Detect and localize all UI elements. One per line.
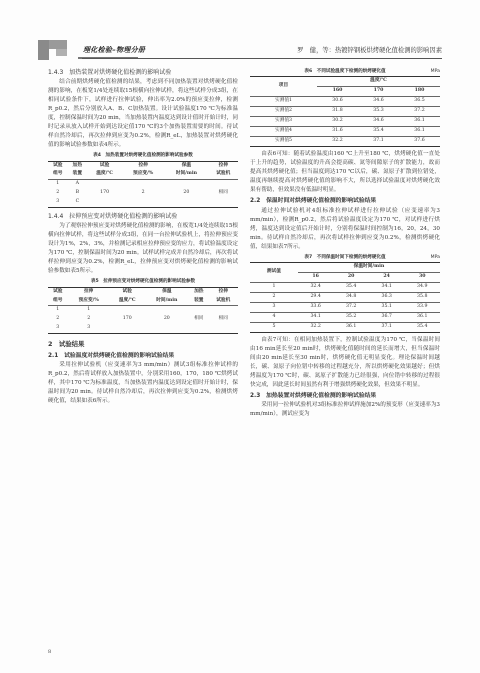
table-row <box>48 306 238 315</box>
section-2-2-paragraph: 通过拉伸试验机对4组标准拉伸试样进行拉伸试验（应变速率为3 mm/min），检测R_p0.2，然后将试验温度设定为170 ℃，对试样进行烘烤，温度达到设定值后开始计时，分别将保温时间控制为16，20，24，30 min。待试样自然冷却后，再次将试样拉伸到应变为0.2%，检测烘烤硬化值，结果如表7所示。 <box>250 207 440 250</box>
table-row <box>48 198 238 207</box>
table-cell: 35.4 <box>404 322 440 332</box>
table-cell: 35.4 <box>333 283 369 293</box>
table-row <box>250 312 440 322</box>
table-row <box>250 322 440 332</box>
table7-discussion: 由表7可知：在相同加热装置下，控制试验温度为170 ℃，当保温时间由16 min延长至20 min时，烘烤硬化值随时间的延长而增大，但当保温时间由20 min延长至30 min时，烘烤硬化值无明显变化。理论保温时间越长，碳、氮原子向位错中转移的过程越充分，所以烘烤硬化效果越好；但烘烤温度为170 ℃时，碳、氮原子扩散能力已经很强，向位错中转移的过程很快完成，因此延长时间虽然有利于增强烘烤硬化效果，但效果不明显。 <box>250 336 440 388</box>
table-cell: 170 <box>100 190 110 196</box>
table6 <box>250 76 440 146</box>
table-cell: 实测值4 <box>250 127 317 137</box>
table-cell <box>87 198 122 207</box>
table6-caption-text: 表6 不同试验温度下检测的烘烤硬化值 <box>304 69 386 74</box>
table-cell <box>209 198 238 207</box>
table-cell: 35.3 <box>358 107 399 117</box>
table-span-header: 保温时间/min <box>298 263 440 273</box>
table-header-cell: 拉伸 预应变/% <box>68 287 110 306</box>
table-cell <box>164 198 208 207</box>
table6-caption <box>250 68 440 75</box>
table7-caption <box>250 254 440 261</box>
table-header-cell: 加热 装置 <box>68 161 88 180</box>
table-cell: 36.1 <box>399 117 440 127</box>
table-cell: 37.6 <box>399 136 440 146</box>
table-row <box>48 324 238 333</box>
table-cell: 37.1 <box>369 322 405 332</box>
left-column <box>48 68 238 406</box>
table-cell: 3 <box>48 324 68 333</box>
table-row <box>250 107 440 117</box>
table-header-cell: 16 <box>298 273 334 283</box>
table-cell: 33.6 <box>298 302 334 312</box>
table-cell: 实测值5 <box>250 136 317 146</box>
table-cell: 34.9 <box>404 283 440 293</box>
table-cell: 34.8 <box>333 292 369 302</box>
table-cell: 5 <box>250 322 298 332</box>
section-2-1-heading: 2.1 试验温度对烘烤硬化值检测的影响试验结果 <box>48 352 175 359</box>
table-header-cell: 24 <box>369 273 405 283</box>
table7-caption-text: 表7 不同保温时间下检测的烘烤硬化值 <box>304 254 386 260</box>
table-cell: 1 <box>56 307 60 313</box>
table-header-cell: 180 <box>399 87 440 97</box>
table-cell: 3 <box>250 302 298 312</box>
table6-unit: MPa <box>430 69 440 74</box>
table-cell: 2 <box>141 190 145 196</box>
table-cell: 相同 <box>218 316 228 322</box>
table-cell: 2 <box>250 292 298 302</box>
table-cell <box>209 324 238 333</box>
table-cell: 实测值3 <box>250 117 317 127</box>
table5 <box>48 287 238 335</box>
table6-discussion: 由表6可知：随着试验温度由160 ℃上升至180 ℃，烘烤硬化值一直处于上升的趋势，试验温度的升高会提高碳、氮等间隙原子的扩散能力，故而提高其烘烤硬化值；但当温度到达170 ℃以后，碳、氮原子扩散到位错处，温度再继续提高对烘烤硬化值的影响不大，所以选择试验温度对烘烤硬化效果有帮助，但效果没有低温时明显。 <box>250 150 440 194</box>
table-cell: 34.1 <box>298 312 334 322</box>
table-cell: 32.2 <box>298 322 334 332</box>
table-cell: 1 <box>56 181 60 187</box>
table-row <box>250 302 440 312</box>
table-cell: 37.1 <box>358 136 399 146</box>
table-header-cell: 试验 组号 <box>48 161 68 180</box>
header-rule <box>82 58 442 59</box>
table-header-cell: 20 <box>333 273 369 283</box>
table-cell: 35.2 <box>333 312 369 322</box>
table-header-cell: 拉伸 预应变/% <box>122 161 164 180</box>
table5-caption: 表5 拉伸预应变对烘烤硬化值检测的影响试验参数 <box>90 279 196 285</box>
table-cell: 34.6 <box>358 117 399 127</box>
page-number: 8 <box>48 649 52 655</box>
section-2-2-heading: 2.2 保温时间对烘烤硬化值检测的影响试验结果 <box>250 198 377 205</box>
table-header-cell: 拉伸 试验机 <box>209 287 238 306</box>
table-cell: 34.6 <box>358 97 399 107</box>
section-2-3-heading: 2.3 加热装置对烘烤硬化值检测的影响试验结果 <box>250 392 377 399</box>
table-cell: A <box>75 181 80 187</box>
table-cell: 实测值2 <box>250 107 317 117</box>
table-cell: 29.4 <box>298 292 334 302</box>
table-cell: 20 <box>163 316 170 322</box>
table-cell: 2 <box>56 316 60 322</box>
table-cell: 实测值1 <box>250 97 317 107</box>
table-cell <box>164 180 208 189</box>
table-cell: 35.1 <box>369 302 405 312</box>
table-header-cell: 30 <box>404 273 440 283</box>
table-cell: 36.5 <box>399 97 440 107</box>
section-1-4-4-heading: 1.4.4 拉伸预应变对烘烤硬化值检测的影响试验 <box>48 213 178 221</box>
table-cell <box>122 180 164 189</box>
table-cell: 3 <box>68 324 110 333</box>
table-header-cell: 保温 时间/min <box>145 287 189 306</box>
table-cell: 36.1 <box>399 127 440 137</box>
table-cell: 37.2 <box>399 107 440 117</box>
table-stub-header: 测试值 <box>250 263 298 283</box>
table-cell: 2 <box>87 316 91 322</box>
section-2-heading: 2 试验结果 <box>48 340 85 349</box>
section-1-4-3-paragraph: 结合前期烘烤硬化值检测的结果，考虑到不同加热装置对烘烤硬化值检测的影响，在板宽1/4处连续取15根横向拉伸试样，将这些试样分成3组，在相同试验条件下，试样进行拉伸试验，伸出率为2.0%的预应变拉伸，检测R_p0.2，然后分别放入A、B、C加热装置。设计试验温度170 ℃为标准温度，控制保温时间为20 min，当加热装置内温度达到设计值时开始计时，同时记录从放入试样开始到达设定值170 ℃的3个加热装置需要的时间。待试样自然冷却后，再次拉伸到应变为0.2%，检测R_eL，加热装置对烘烤硬化值的影响试验参数如表4所示。 <box>48 78 238 149</box>
table-cell: 35.8 <box>404 292 440 302</box>
table-cell <box>110 324 145 333</box>
table-row <box>48 180 238 189</box>
table-stub-header: 项目 <box>250 77 317 97</box>
table-cell: 32.4 <box>298 283 334 293</box>
table-cell: 31.6 <box>317 127 358 137</box>
table-row <box>250 283 440 293</box>
table7-unit: MPa <box>430 254 440 260</box>
table-cell: C <box>68 198 88 207</box>
section-2-3-paragraph: 采用同一拉伸试验机对3组标准拉伸试样施加2%的预变形（应变速率为3 mm/min），测试应变为 <box>250 402 440 418</box>
section-2-1-paragraph: 采用拉伸试验机（应变速率为3 mm/min）测试3组标准拉伸试样的R_p0.2，然后将试样放入加热装置中，分别采用160，170，180 ℃烘烤试样，其中170 ℃为标准温度，当加热装置内温度达到设定值时开始计时，保温时间为20 min。待试样自然冷却后，再次拉伸到应变为0.2%，检测烘烤硬化值，结果如表6所示。 <box>48 361 238 405</box>
table-cell: 31.8 <box>317 107 358 117</box>
right-column <box>250 68 440 419</box>
table-cell: B <box>75 190 80 196</box>
table-cell: 2 <box>56 190 60 196</box>
table-cell: 36.3 <box>369 292 405 302</box>
table-header-cell: 加热 装置 <box>189 287 209 306</box>
table-row <box>48 189 238 198</box>
table-cell: 相同 <box>194 316 204 322</box>
table-header-cell: 拉伸 试验机 <box>209 161 238 180</box>
table-cell: 33.9 <box>404 302 440 312</box>
table-cell: 3 <box>48 198 68 207</box>
table-header-cell: 试验 温度/℃ <box>110 287 145 306</box>
table-span-header: 温度/℃ <box>317 77 440 87</box>
table-cell <box>189 324 209 333</box>
table-row <box>250 127 440 137</box>
table7 <box>250 262 440 332</box>
table-cell: 30.6 <box>317 97 358 107</box>
table-row <box>250 292 440 302</box>
table-header-cell: 160 <box>317 87 358 97</box>
table-cell: 30.2 <box>317 117 358 127</box>
section-1-4-3-heading: 1.4.3 加热装置对烘烤硬化值检测的影响试验 <box>48 69 172 76</box>
table-cell: 37.2 <box>333 302 369 312</box>
table4 <box>48 161 238 209</box>
table-cell <box>189 306 209 315</box>
table-cell: 20 <box>183 190 190 196</box>
table-cell: 170 <box>122 316 132 322</box>
table-cell: 36.7 <box>369 312 405 322</box>
table-cell <box>209 306 238 315</box>
table-row <box>48 315 238 324</box>
table-cell: 32.2 <box>317 136 358 146</box>
table-cell <box>145 306 189 315</box>
journal-name: 理化检验–物理分册 <box>83 46 146 54</box>
table-cell: 相同 <box>218 190 228 196</box>
table-row <box>250 97 440 107</box>
table-cell <box>145 324 189 333</box>
table-cell <box>110 306 145 315</box>
table-cell: 36.1 <box>404 312 440 322</box>
table-cell: 36.1 <box>333 322 369 332</box>
section-1-4-4-paragraph: 为了观察拉伸预应变对烘烤硬化值检测的影响，在板宽1/4处连续取15根横向拉伸试样，将这些试样分成3组，在同一台拉伸试验机上，将拉伸预应变设计为1%，2%，3%，并检测记录相应拉伸预应变的应力，将试验温度设定为170 ℃，控制保温时间为20 min。试样试样完成并自然冷却后，再次将试样拉伸到应变为0.2%，检测R_eL，拉伸预应变对烘烤硬化值检测的影响试验参数如表5所示。 <box>48 222 238 275</box>
table-row <box>250 117 440 127</box>
table-row <box>250 136 440 146</box>
running-title: 罗 健，等：热镀锌钢板烘烤硬化值检测的影响因素 <box>297 47 442 54</box>
table-cell: 34.1 <box>369 283 405 293</box>
table-cell <box>122 198 164 207</box>
table-header-cell: 试验 温度/℃ <box>87 161 122 180</box>
table-header-cell: 170 <box>358 87 399 97</box>
table-cell <box>209 180 238 189</box>
table-header-cell: 试验 组号 <box>48 287 68 306</box>
table-cell: 1 <box>250 283 298 293</box>
table-cell: 35.4 <box>358 127 399 137</box>
table-cell: 4 <box>250 312 298 322</box>
table-header-cell: 保温 时间/min <box>164 161 208 180</box>
table4-caption: 表4 加热装置对烘烤硬化值检测的影响试验参数 <box>93 153 193 159</box>
table-cell <box>87 180 122 189</box>
table-cell: 1 <box>87 307 91 313</box>
